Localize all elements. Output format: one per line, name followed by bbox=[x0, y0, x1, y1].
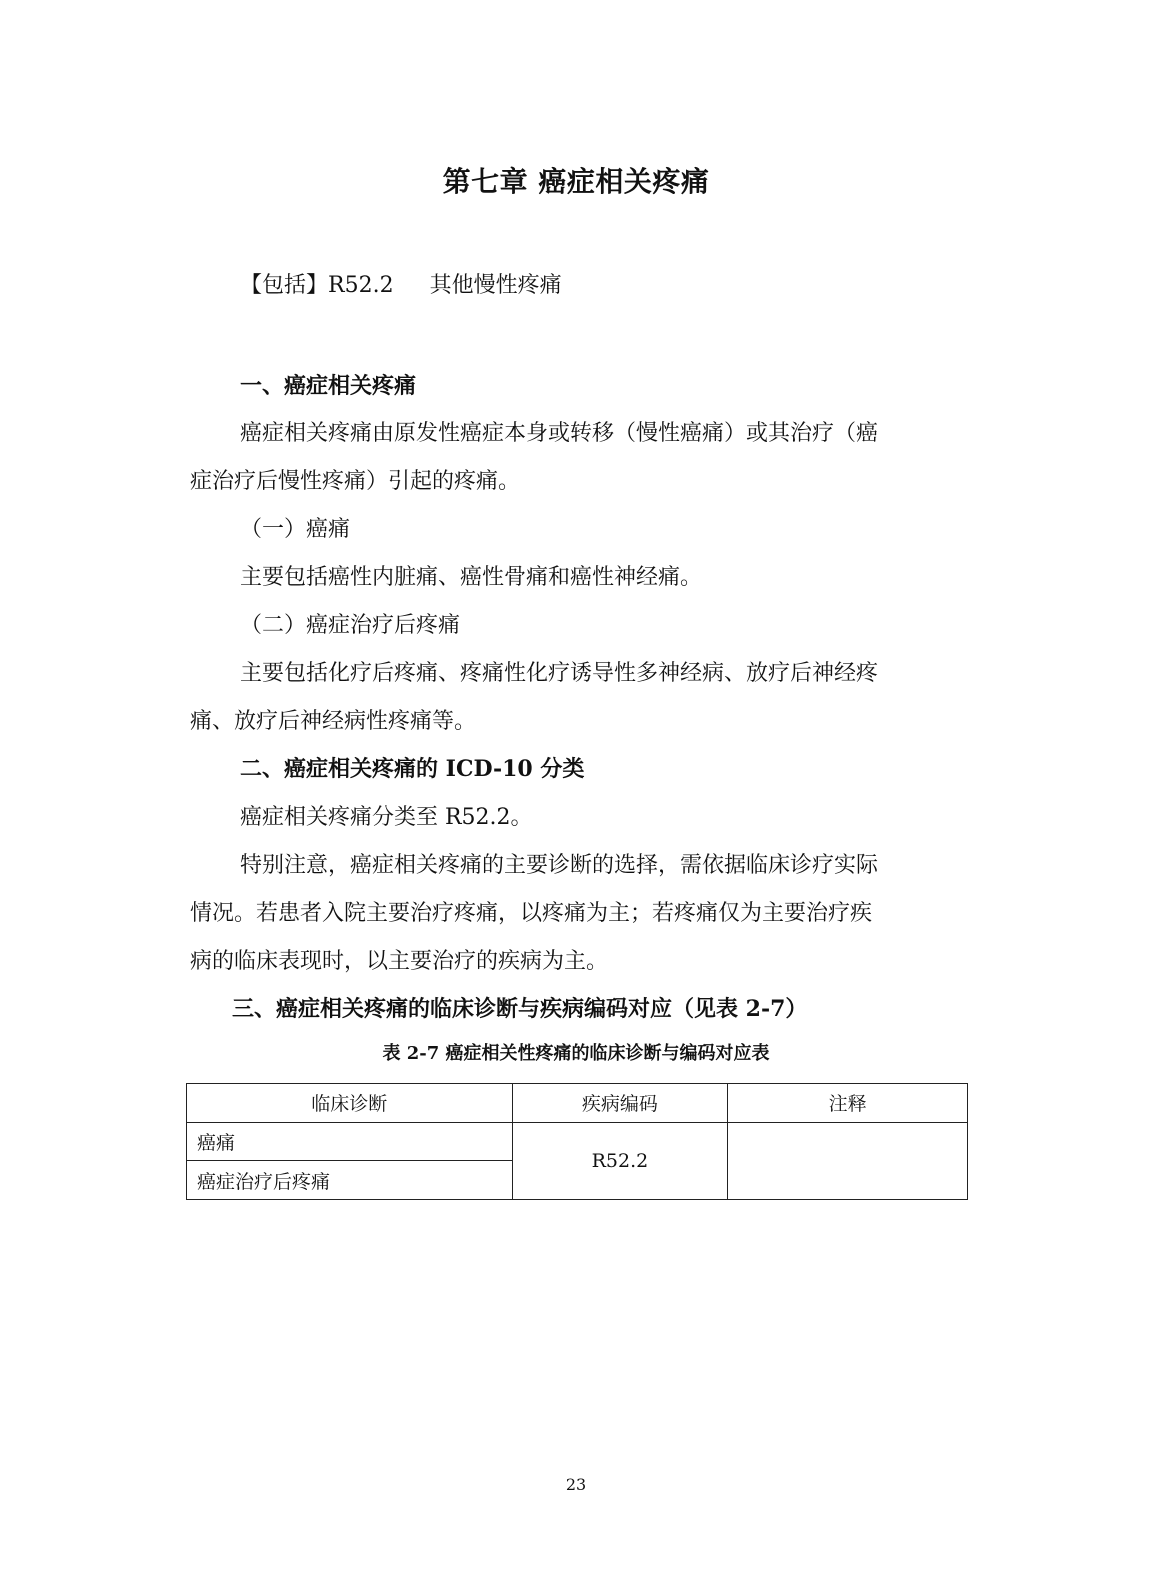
table-cell-diagnosis: 癌痛 bbox=[187, 1122, 513, 1161]
subsection2-heading: （二）癌症治疗后疼痛 bbox=[240, 613, 461, 638]
section2-heading: 二、癌症相关疼痛的 ICD-10 分类 bbox=[240, 756, 585, 782]
section1-heading: 一、癌症相关疼痛 bbox=[240, 373, 417, 399]
section1-para-line1: 癌症相关疼痛由原发性癌症本身或转移（慢性癌痛）或其治疗（癌 bbox=[240, 421, 879, 446]
section2-para2-line1: 特别注意，癌症相关疼痛的主要诊断的选择，需依据临床诊疗实际 bbox=[240, 853, 879, 878]
page-number: 23 bbox=[565, 1475, 587, 1494]
table-header-row bbox=[187, 1084, 968, 1123]
table-row bbox=[187, 1122, 968, 1161]
table-cell-diagnosis: 癌症治疗后疼痛 bbox=[187, 1161, 513, 1200]
chapter-title: 第七章 癌症相关疼痛 bbox=[442, 165, 710, 198]
subsection2-line2: 痛、放疗后神经病性疼痛等。 bbox=[190, 709, 477, 734]
section2-para1: 癌症相关疼痛分类至 R52.2。 bbox=[240, 805, 533, 830]
subsection1-text: 主要包括癌性内脏痛、癌性骨痛和癌性神经痛。 bbox=[240, 565, 703, 590]
include-line bbox=[240, 268, 562, 299]
table-cell-note bbox=[728, 1122, 968, 1199]
table-header-diagnosis: 临床诊断 bbox=[187, 1084, 513, 1123]
table-caption: 表 2-7 癌症相关性疼痛的临床诊断与编码对应表 bbox=[382, 1043, 770, 1064]
table-cell-code: R52.2 bbox=[512, 1122, 728, 1199]
section2-para2-line3: 病的临床表现时，以主要治疗的疾病为主。 bbox=[190, 949, 609, 974]
section2-para2-line2: 情况。若患者入院主要治疗疼痛，以疼痛为主；若疼痛仅为主要治疗疾 bbox=[190, 901, 873, 926]
subsection2-line1: 主要包括化疗后疼痛、疼痛性化疗诱导性多神经病、放疗后神经疼 bbox=[240, 661, 879, 686]
include-label: 【包括】 bbox=[240, 273, 329, 298]
table-header-note: 注释 bbox=[728, 1084, 968, 1123]
diagnosis-code-table bbox=[186, 1083, 968, 1200]
include-text: 其他慢性疼痛 bbox=[429, 273, 562, 298]
section1-para-line2: 症治疗后慢性疼痛）引起的疼痛。 bbox=[190, 469, 521, 494]
include-code: R52.2 bbox=[328, 273, 394, 298]
table-header-code: 疾病编码 bbox=[512, 1084, 728, 1123]
section3-heading: 三、癌症相关疼痛的临床诊断与疾病编码对应（见表 2-7） bbox=[232, 996, 808, 1022]
subsection1-heading: （一）癌痛 bbox=[240, 517, 351, 542]
